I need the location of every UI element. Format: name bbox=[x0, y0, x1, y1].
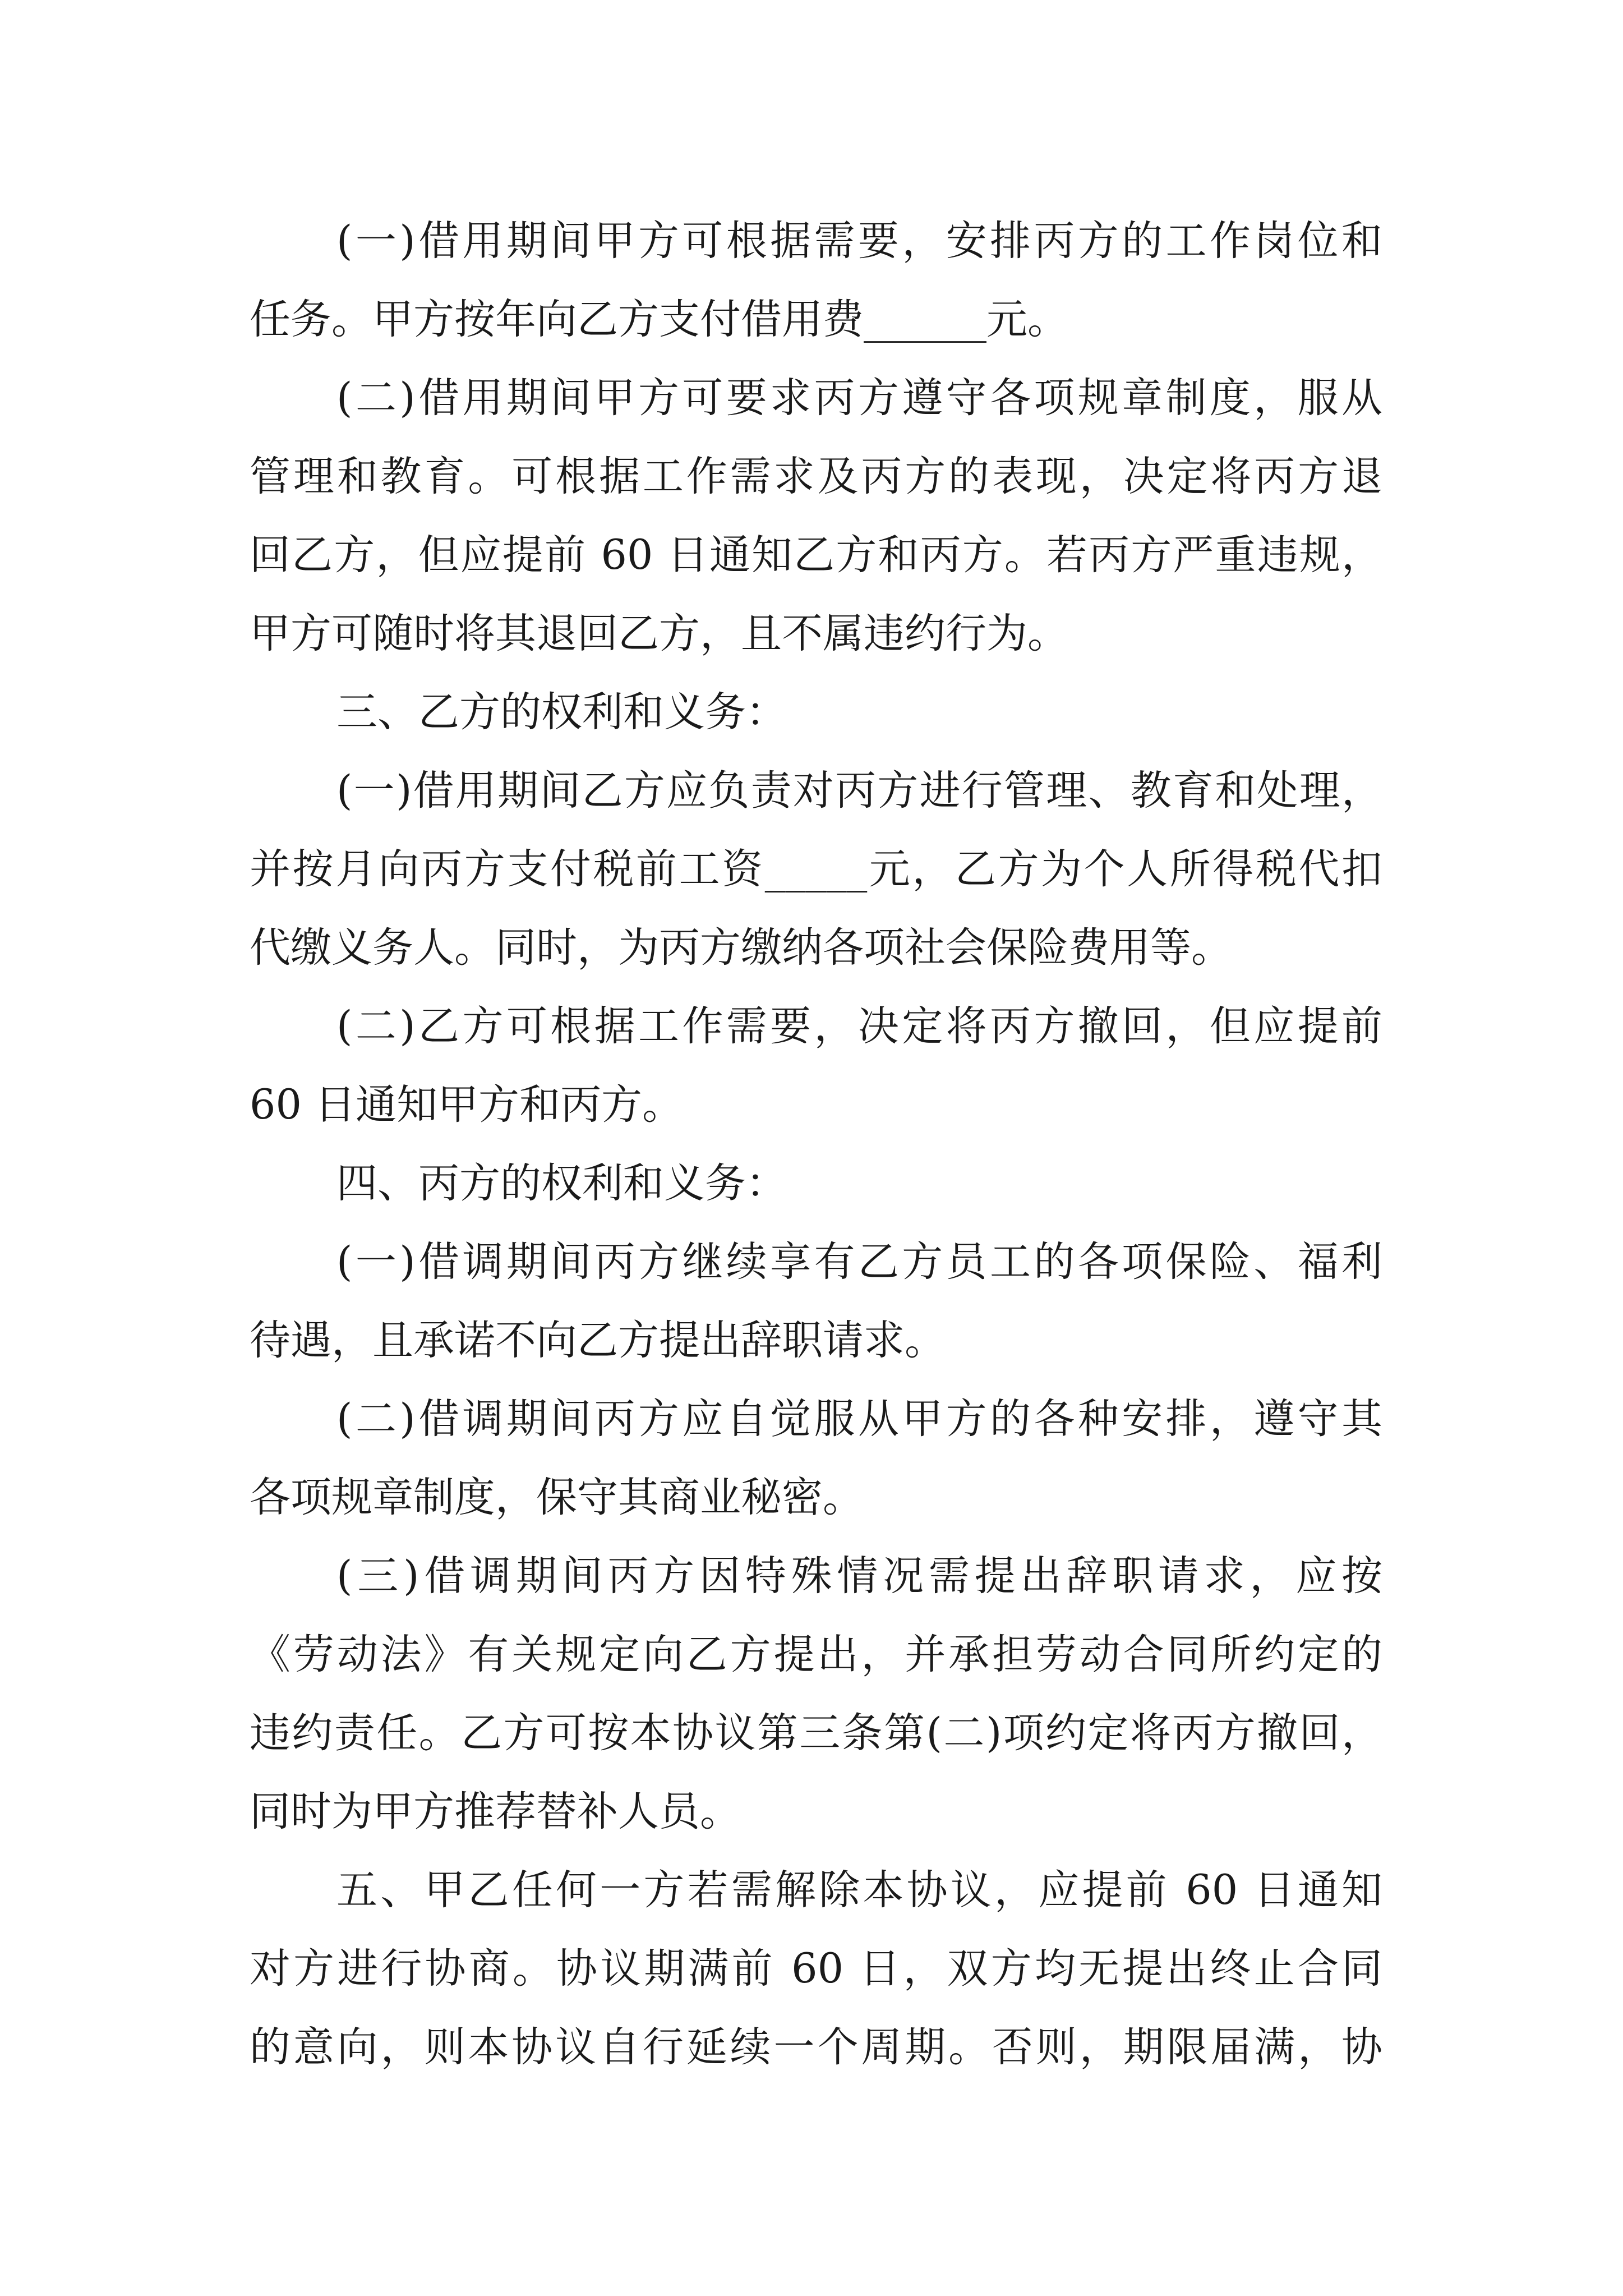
section-heading: 三、乙方的权利和义务： bbox=[336, 688, 787, 736]
text-line: 任务。甲方按年向乙方支付借用费______元。 bbox=[250, 296, 1068, 343]
section-heading: 四、丙方的权利和义务： bbox=[336, 1159, 787, 1207]
text-line: (三)借调期间丙方因特殊情况需提出辞职请求，应按 bbox=[336, 1552, 1382, 1600]
text-line: 《劳动法》有关规定向乙方提出，并承担劳动合同所约定的 bbox=[250, 1631, 1382, 1678]
text-line: 对方进行协商。协议期满前 60 日，双方均无提出终止合同 bbox=[250, 1945, 1382, 1993]
text-line: (一)借用期间乙方应负责对丙方进行管理、教育和处理， bbox=[336, 767, 1382, 815]
text-line: 回乙方，但应提前 60 日通知乙方和丙方。若丙方严重违规， bbox=[250, 531, 1382, 579]
text-line: (二)借用期间甲方可要求丙方遵守各项规章制度，服从 bbox=[336, 374, 1382, 422]
text-line: 甲方可随时将其退回乙方，且不属违约行为。 bbox=[250, 610, 1068, 657]
text-line: 各项规章制度，保守其商业秘密。 bbox=[250, 1474, 864, 1521]
text-line: 待遇，且承诺不向乙方提出辞职请求。 bbox=[250, 1317, 946, 1364]
text-line: 代缴义务人。同时，为丙方缴纳各项社会保险费用等。 bbox=[250, 924, 1232, 972]
text-line: 并按月向丙方支付税前工资_____元，乙方为个人所得税代扣 bbox=[250, 845, 1382, 893]
text-line: 60 日通知甲方和丙方。 bbox=[250, 1081, 684, 1129]
text-line: (一)借调期间丙方继续享有乙方员工的各项保险、福利 bbox=[336, 1238, 1382, 1286]
text-line: 同时为甲方推荐替补人员。 bbox=[250, 1788, 741, 1835]
text-line: 的意向，则本协议自行延续一个周期。否则，期限届满，协 bbox=[250, 2023, 1382, 2071]
text-line: 违约责任。乙方可按本协议第三条第(二)项约定将丙方撤回， bbox=[250, 1709, 1382, 1757]
text-line: (二)乙方可根据工作需要，决定将丙方撤回，但应提前 bbox=[336, 1002, 1382, 1050]
text-line: (一)借用期间甲方可根据需要，安排丙方的工作岗位和 bbox=[336, 217, 1382, 265]
text-line: (二)借调期间丙方应自觉服从甲方的各种安排，遵守其 bbox=[336, 1395, 1382, 1443]
text-line: 管理和教育。可根据工作需求及丙方的表现，决定将丙方退 bbox=[250, 453, 1382, 500]
text-line: 五、甲乙任何一方若需解除本协议，应提前 60 日通知 bbox=[336, 1866, 1382, 1914]
